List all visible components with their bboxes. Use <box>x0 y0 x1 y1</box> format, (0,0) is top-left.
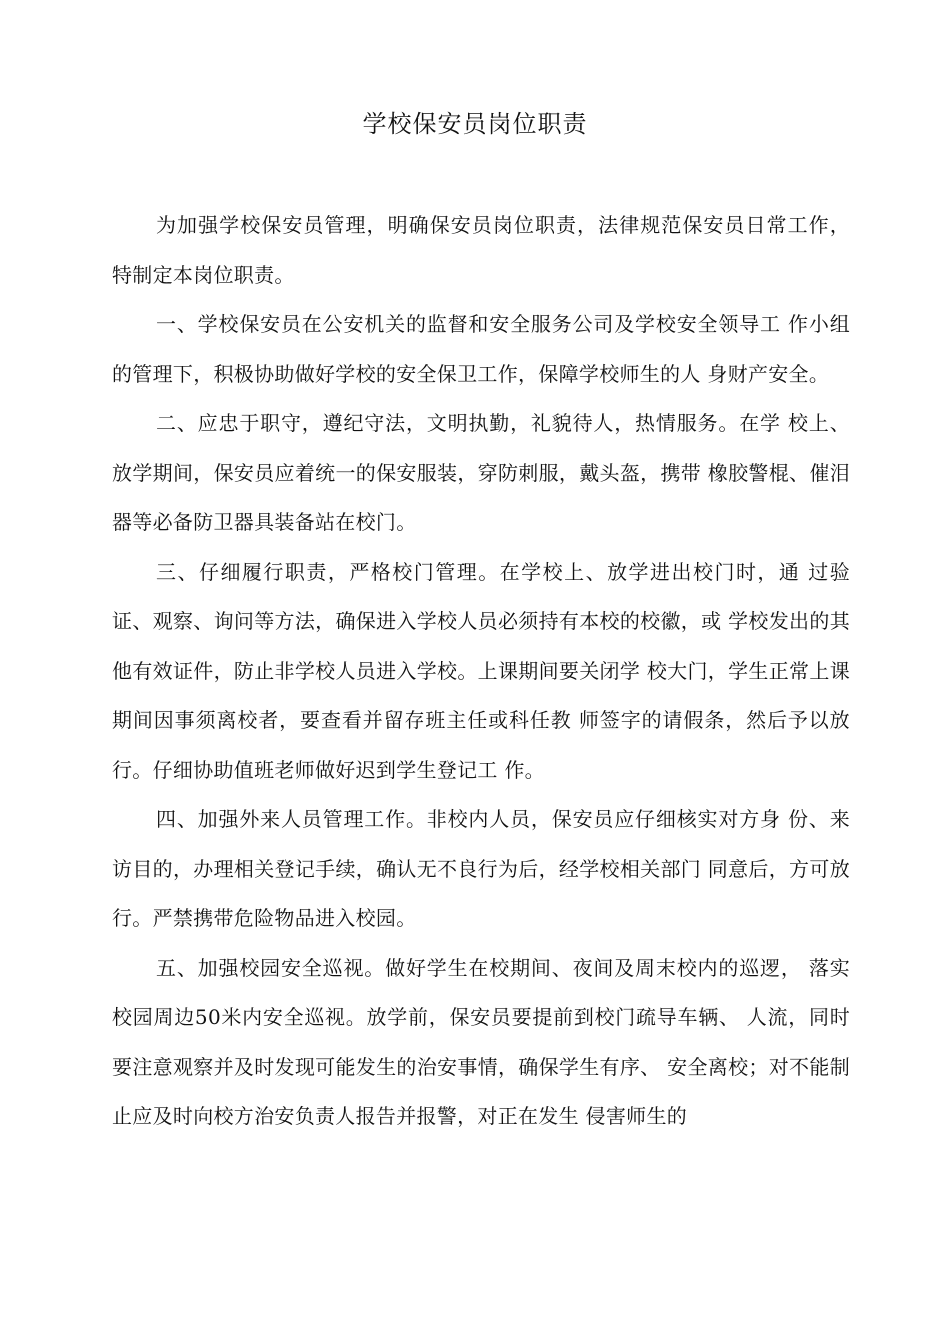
clause-3-paragraph: 三、仔细履行职责，严格校门管理。在学校上、放学进出校门时，通 过验证、观察、询问等方法，确保进入学校人员必须持有本校的校徽，或 学校发出的其他有效证件，防止非学校人员进入学校。上课期间要关闭学 校大门，学生正常上课期间因事须离校者，要查看并留存班主任或科任教 师签字的请假条，然后予以放行。仔细协助值班老师做好迟到学生登记工 作。 <box>112 559 850 782</box>
clause-2-paragraph: 二、应忠于职守，遵纪守法，文明执勤，礼貌待人，热情服务。在学 校上、放学期间，保安员应着统一的保安服装，穿防刺服，戴头盔，携带 橡胶警棍、催泪器等必备防卫器具装备站在校门。 <box>112 411 850 534</box>
clause-5-paragraph: 五、加强校园安全巡视。做好学生在校期间、夜间及周末校内的巡逻， 落实校园周边50米内安全巡视。放学前，保安员要提前到校门疏导车辆、 人流，同时要注意观察并及时发现可能发生的治安事情，确保学生有序、 安全离校；对不能制止应及时向校方治安负责人报告并报警，对正在发生 侵害师生的 <box>112 955 850 1128</box>
document-body <box>112 201 850 1142</box>
clause-4-paragraph: 四、加强外来人员管理工作。非校内人员，保安员应仔细核实对方身 份、来访目的，办理相关登记手续，确认无不良行为后，经学校相关部门 同意后，方可放行。严禁携带危险物品进入校园。 <box>112 807 850 930</box>
intro-paragraph: 为加强学校保安员管理，明确保安员岗位职责，法律规范保安员日常工作， 特制定本岗位职责。 <box>112 213 850 287</box>
document-title: 学校保安员岗位职责 <box>362 110 588 138</box>
clause-1-paragraph: 一、学校保安员在公安机关的监督和安全服务公司及学校安全领导工 作小组的管理下，积极协助做好学校的安全保卫工作，保障学校师生的人 身财产安全。 <box>112 312 850 386</box>
